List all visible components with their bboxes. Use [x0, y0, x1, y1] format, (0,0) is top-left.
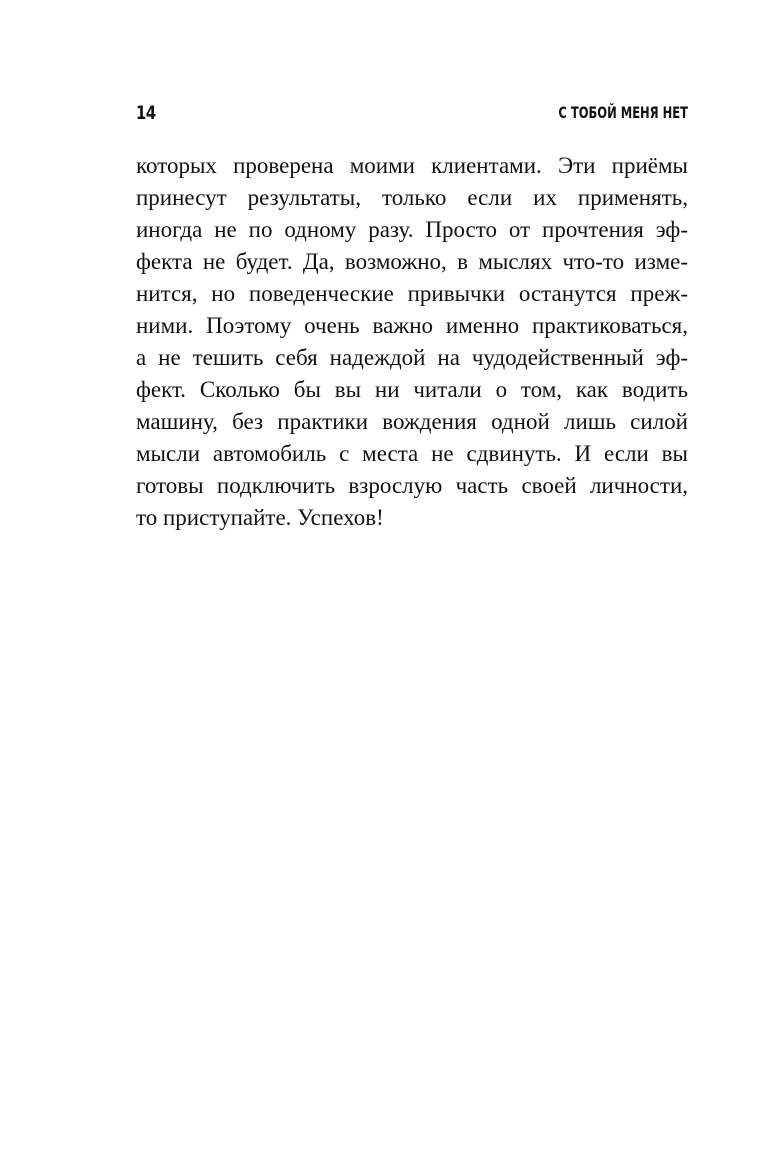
text-line: иногда не по одному разу. Просто от прочтения эф- — [136, 217, 688, 242]
text-line: фекта не будет. Да, возможно, в мыслях что-то изме- — [136, 249, 688, 274]
text-line: готовы подключить взрослую часть своей личности, — [136, 473, 688, 498]
text-line-last: то приступайте. Успехов! — [136, 505, 384, 530]
book-title: С ТОБОЙ МЕНЯ НЕТ — [558, 103, 688, 122]
text-line: мысли автомобиль с места не сдвинуть. И если вы — [136, 441, 688, 466]
text-line: машину, без практики вождения одной лишь силой — [136, 409, 688, 434]
running-header — [136, 100, 688, 126]
page-number: 14 — [136, 102, 156, 124]
text-line: принесут результаты, только если их применять, — [136, 185, 688, 210]
text-line: нится, но поведенческие привычки останутся преж- — [136, 281, 688, 306]
text-line: ними. Поэтому очень важно именно практиковаться, — [136, 313, 688, 338]
text-line: которых проверена моими клиентами. Эти приёмы — [136, 153, 688, 178]
text-line: фект. Сколько бы вы ни читали о том, как водить — [136, 377, 688, 402]
body-paragraph — [136, 150, 688, 534]
text-line: а не тешить себя надеждой на чудодейственный эф- — [136, 345, 688, 370]
